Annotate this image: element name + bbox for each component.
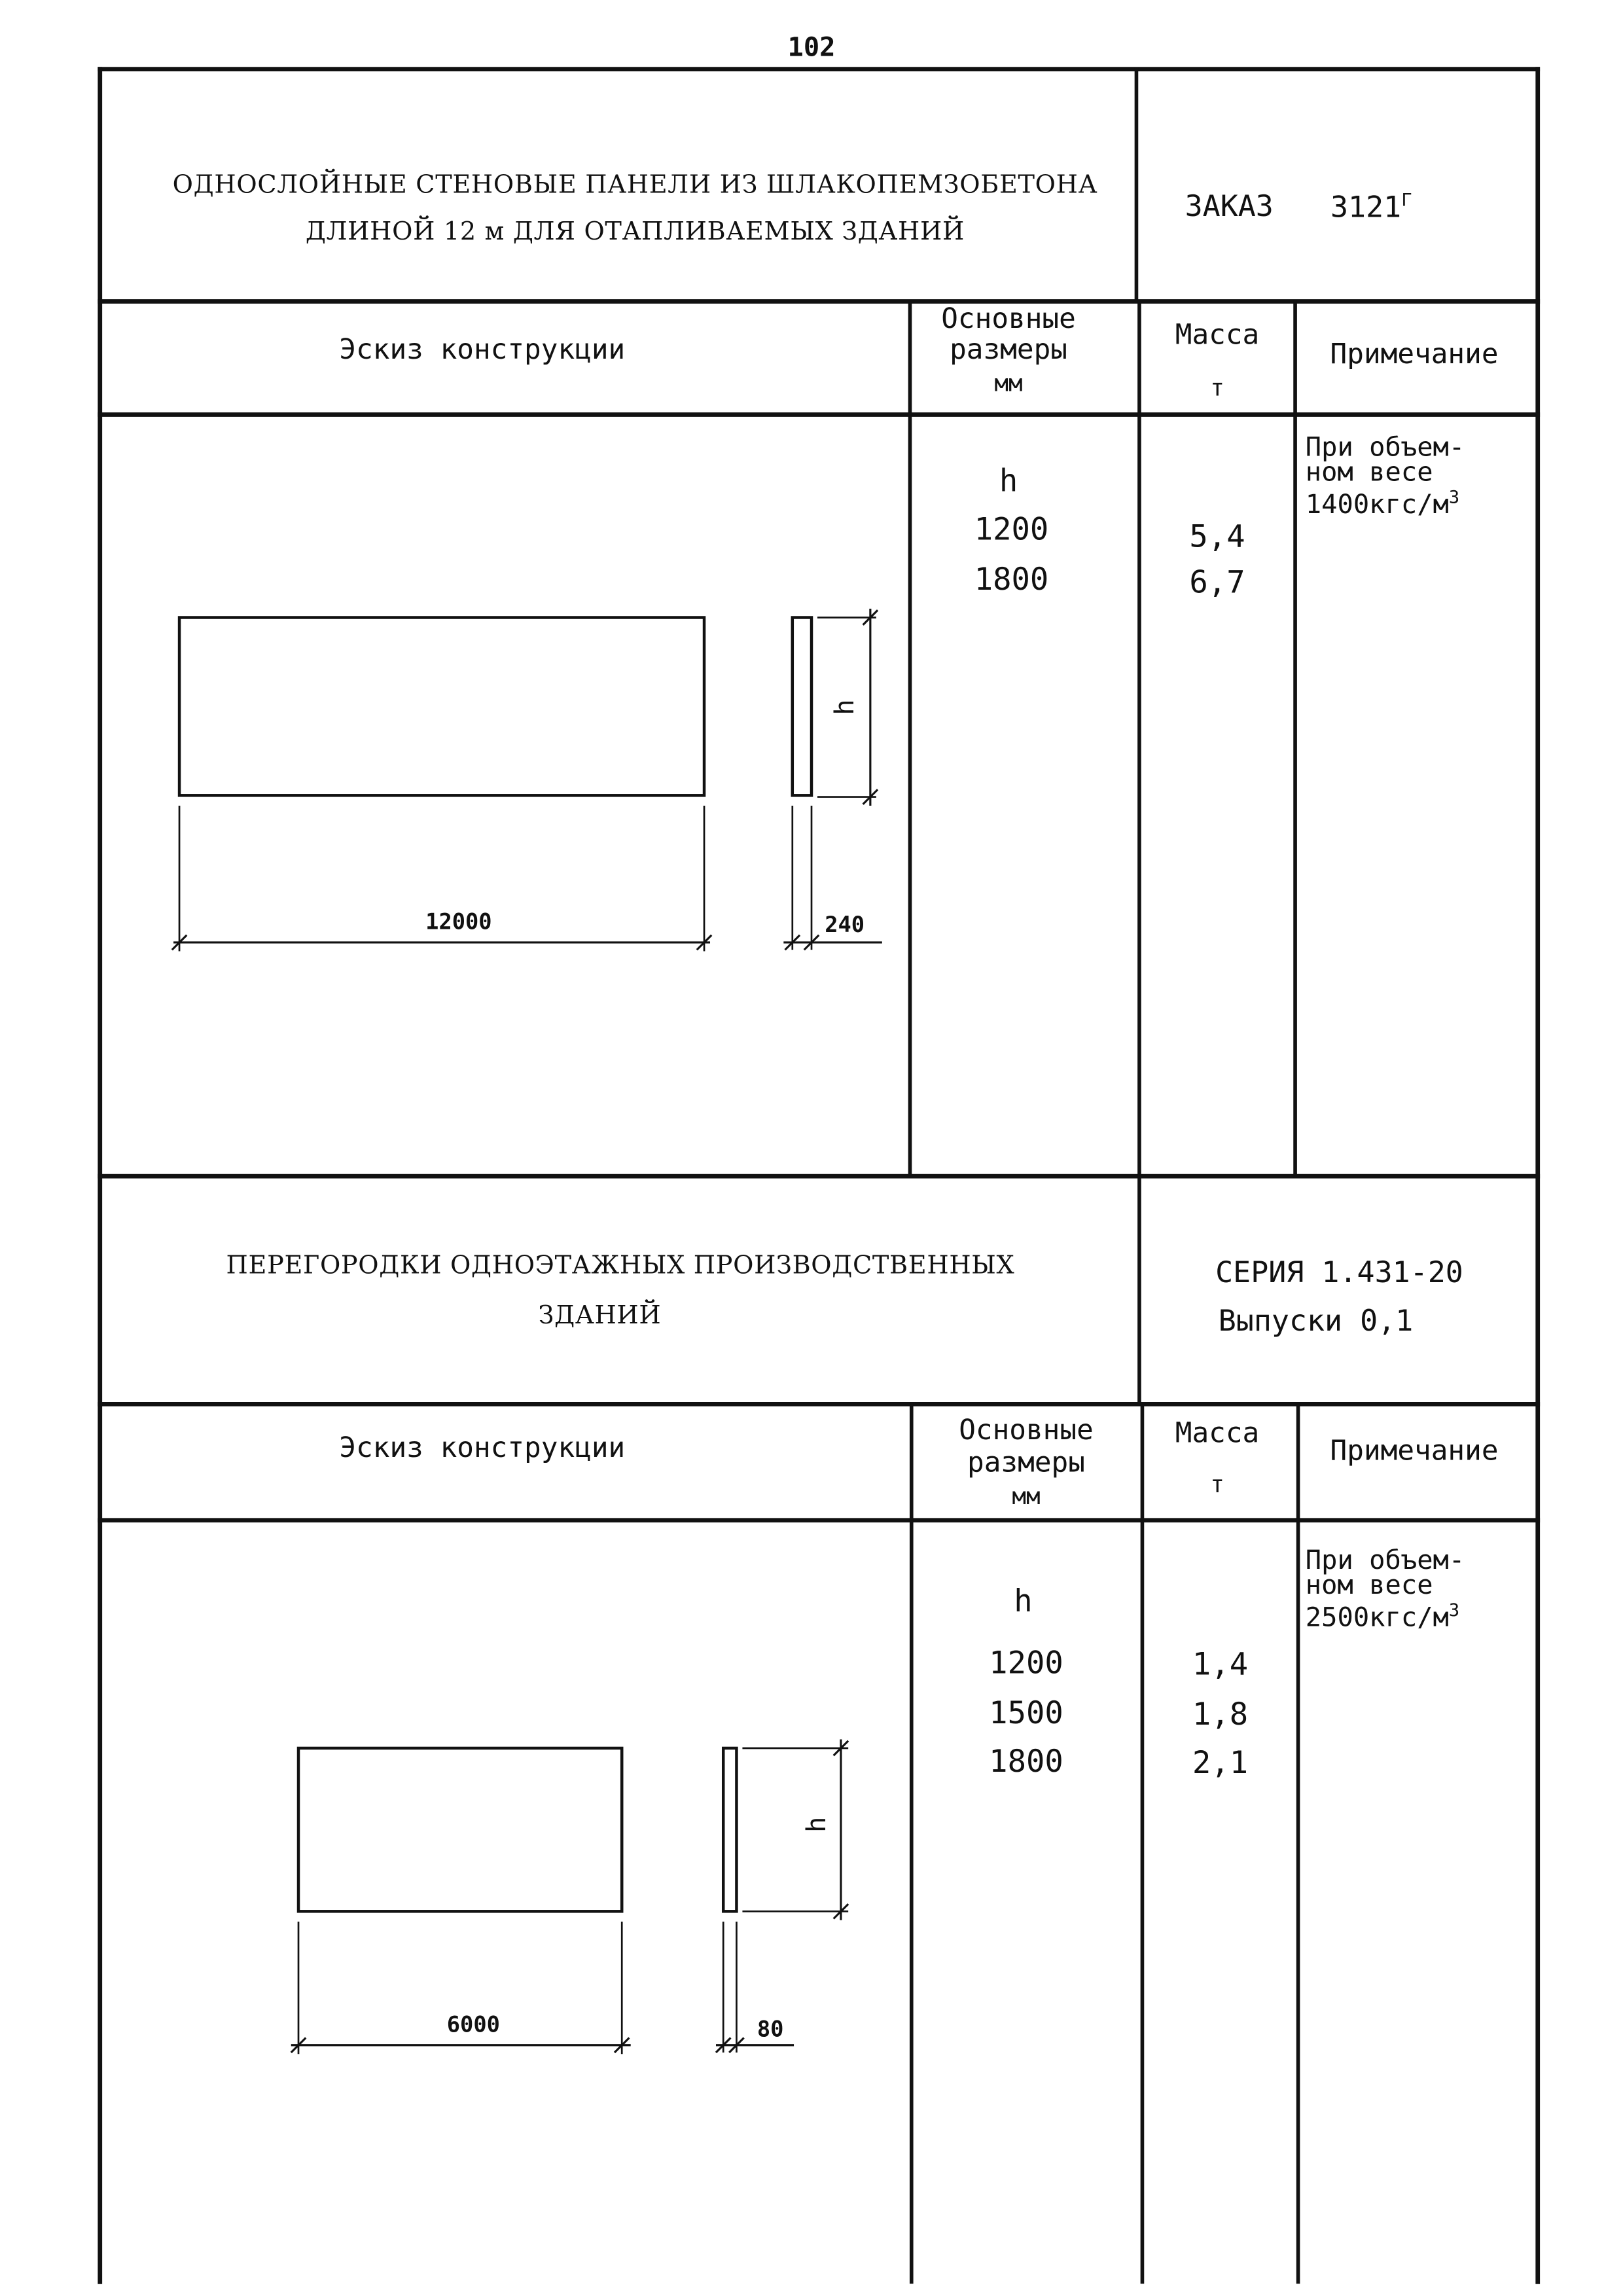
thickness-dimension: 80: [757, 2015, 784, 2043]
dims-header-line2: размеры: [967, 1446, 1085, 1479]
dims-header-line1: Основные: [959, 1414, 1094, 1447]
section1-title-line1: ОДНОСЛОЙНЫЕ СТЕНОВЫЕ ПАНЕЛИ ИЗ ШЛАКОПЕМЗОБЕТОНА: [172, 170, 1098, 200]
dims-h-label: h: [1014, 1583, 1033, 1619]
page-number: 102: [787, 32, 836, 63]
dims-header-unit: мм: [1012, 1482, 1041, 1511]
dims-header-line2: размеры: [950, 333, 1067, 367]
order-suffix: Г: [1401, 189, 1412, 211]
sketch-column-header: Эскиз конструкции: [339, 333, 626, 367]
notes-header: Примечание: [1330, 1435, 1499, 1467]
row-mass-value: 1,8: [1192, 1696, 1249, 1732]
dims-header-line1: Основные: [941, 302, 1076, 336]
thickness-dimension: 240: [825, 911, 865, 939]
row-mass-value: 5,4: [1189, 518, 1245, 554]
row-h-value: 1200: [989, 1645, 1063, 1681]
order-label: ЗАКАЗ: [1185, 188, 1274, 224]
row-h-value: 1800: [989, 1744, 1063, 1780]
notes-header: Примечание: [1330, 338, 1499, 371]
note-superscript: 3: [1448, 486, 1460, 508]
panel-sketch-1: [172, 609, 882, 951]
row-h-value: 1500: [989, 1695, 1063, 1731]
row-mass-value: 1,4: [1192, 1646, 1249, 1682]
panel-sketch-2: [291, 1739, 848, 2054]
row-h-value: 1800: [974, 562, 1049, 598]
length-dimension: 12000: [425, 908, 492, 935]
mass-header: Масса: [1175, 319, 1260, 351]
order-number: $3121^Г$: [1330, 189, 1412, 224]
series-line1: СЕРИЯ 1.431-20: [1215, 1254, 1463, 1290]
dims-h-label: h: [999, 463, 1018, 499]
row-h-value: 1200: [974, 511, 1049, 547]
length-dimension: 6000: [446, 2011, 500, 2038]
dims-header-unit: мм: [994, 368, 1023, 397]
section2-title-line1: ПЕРЕГОРОДКИ ОДНОЭТАЖНЫХ ПРОИЗВОДСТВЕННЫХ: [226, 1251, 1015, 1281]
height-dimension: h: [829, 699, 861, 715]
height-dimension: h: [802, 1816, 833, 1833]
row-mass-value: 6,7: [1189, 564, 1245, 600]
note-text: При объем- ном весе $2500кгс/м^3$: [1305, 1545, 1465, 1634]
section1-title-line2: ДЛИНОЙ 12 м ДЛЯ ОТАПЛИВАЕМЫХ ЗДАНИЙ: [305, 217, 965, 247]
note-superscript: 3: [1448, 1600, 1460, 1621]
series-line2: Выпуски 0,1: [1218, 1302, 1414, 1338]
row-mass-value: 2,1: [1192, 1745, 1249, 1781]
section2-title-line2: ЗДАНИЙ: [538, 1301, 662, 1331]
sketch-column-header: Эскиз конструкции: [339, 1431, 626, 1465]
note-text: При объем- ном весе $1400кгс/м^3$: [1305, 432, 1465, 521]
mass-header: Масса: [1175, 1417, 1260, 1450]
mass-unit: т: [1210, 1470, 1224, 1499]
mass-unit: т: [1210, 373, 1224, 402]
